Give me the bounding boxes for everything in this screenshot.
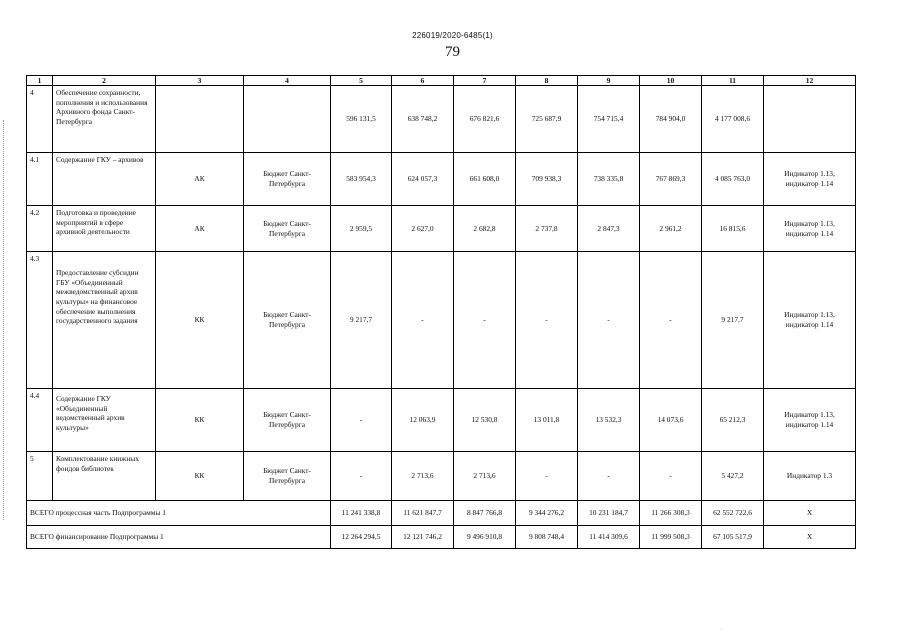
row-name-cell: Содержание ГКУ «Объединенный ведомственный архив культуры» (53, 389, 156, 452)
amount-cell: 13 011,8 (516, 389, 578, 452)
amount-cell: 14 073,6 (640, 389, 702, 452)
amount-cell: 9 217,7 (331, 252, 392, 389)
amount-cell: - (392, 252, 454, 389)
amount-cell: 2 847,3 (578, 206, 640, 252)
total-amount-cell: 11 621 847,7 (392, 501, 454, 526)
row-name-cell: Предоставление субсидии ГБУ «Объединенный межведомственный архив культуры» на финансовое обеспечение выполнения государственного задания (53, 252, 156, 389)
total-indicator-cell: X (764, 501, 856, 526)
indicator-cell: Индикатор 1.13, индикатор 1.14 (764, 153, 856, 206)
table-row (27, 452, 856, 501)
total-amount-cell: 67 105 517,9 (702, 526, 764, 549)
column-number-row (27, 76, 856, 86)
amount-cell: - (454, 252, 516, 389)
amount-total-cell: 16 815,6 (702, 206, 764, 252)
column-number-cell: 11 (702, 76, 764, 86)
page-number: 79 (445, 44, 460, 60)
column-number-cell: 6 (392, 76, 454, 86)
table-row (27, 153, 856, 206)
funding-source-cell: Бюджет Санкт-Петербурга (244, 206, 331, 252)
column-number-cell: 7 (454, 76, 516, 86)
total-indicator-cell: X (764, 526, 856, 549)
table-row (27, 389, 856, 452)
row-number-cell: 4.4 (27, 389, 53, 452)
total-label-cell: ВСЕГО финансирование Подпрограммы 1 (27, 526, 331, 549)
amount-cell: 661 608,0 (454, 153, 516, 206)
table-row (27, 252, 856, 389)
indicator-cell: Индикатор 1.13, индикатор 1.14 (764, 252, 856, 389)
column-number-cell: 12 (764, 76, 856, 86)
amount-cell: - (578, 252, 640, 389)
row-number-cell: 4.2 (27, 206, 53, 252)
total-row (27, 526, 856, 549)
amount-total-cell: 5 427,2 (702, 452, 764, 501)
amount-total-cell: 65 212,3 (702, 389, 764, 452)
row-number-cell: 4.3 (27, 252, 53, 389)
amount-cell: 676 821,6 (454, 86, 516, 153)
amount-cell: 2 959,5 (331, 206, 392, 252)
row-name-cell: Подготовка и проведение мероприятий в сфере архивной деятельности (53, 206, 156, 252)
funding-source-cell: Бюджет Санкт-Петербурга (244, 452, 331, 501)
column-number-cell: 3 (156, 76, 244, 86)
funding-source-cell: Бюджет Санкт-Петербурга (244, 252, 331, 389)
column-number-cell: 2 (53, 76, 156, 86)
amount-cell: - (640, 252, 702, 389)
funding-source-cell: Бюджет Санкт-Петербурга (244, 153, 331, 206)
amount-cell: 583 954,3 (331, 153, 392, 206)
amount-cell: 638 748,2 (392, 86, 454, 153)
amount-cell: 767 869,3 (640, 153, 702, 206)
row-name-cell: Комплектование книжных фондов библиотек (53, 452, 156, 501)
indicator-cell: Индикатор 1.13, индикатор 1.14 (764, 389, 856, 452)
total-amount-cell: 9 808 748,4 (516, 526, 578, 549)
row-number-cell: 4.1 (27, 153, 53, 206)
row-name-cell: Обеспечение сохранности, пополнения и использования Архивного фонда Санкт-Петербурга (53, 86, 156, 153)
amount-cell: 754 715,4 (578, 86, 640, 153)
row-number-cell: 5 (27, 452, 53, 501)
total-amount-cell: 11 999 508,3 (640, 526, 702, 549)
executor-code-cell: КК (156, 452, 244, 501)
amount-cell: 784 904,0 (640, 86, 702, 153)
indicator-cell (764, 86, 856, 153)
total-amount-cell: 12 264 294,5 (331, 526, 392, 549)
amount-cell: 709 938,3 (516, 153, 578, 206)
funding-source-cell (244, 86, 331, 153)
amount-cell: 13 532,3 (578, 389, 640, 452)
indicator-cell: Индикатор 1.3 (764, 452, 856, 501)
table-row (27, 86, 856, 153)
total-amount-cell: 9 496 910,8 (454, 526, 516, 549)
column-number-cell: 1 (27, 76, 53, 86)
amount-cell: - (640, 452, 702, 501)
column-number-cell: 5 (331, 76, 392, 86)
table-body (27, 76, 856, 549)
amount-total-cell: 4 085 763,0 (702, 153, 764, 206)
amount-cell: - (331, 452, 392, 501)
funding-source-cell: Бюджет Санкт-Петербурга (244, 389, 331, 452)
column-number-cell: 10 (640, 76, 702, 86)
executor-code-cell (156, 86, 244, 153)
executor-code-cell: КК (156, 252, 244, 389)
amount-cell: 738 335,8 (578, 153, 640, 206)
scan-mark: · (720, 627, 722, 633)
document-id: 226019/2020-6485(1) (412, 31, 493, 40)
budget-table (26, 75, 856, 549)
amount-cell: 12 063,9 (392, 389, 454, 452)
amount-cell: 2 627,0 (392, 206, 454, 252)
total-label-cell: ВСЕГО процессная часть Подпрограммы 1 (27, 501, 331, 526)
total-amount-cell: 9 344 276,2 (516, 501, 578, 526)
amount-cell: 12 530,8 (454, 389, 516, 452)
amount-total-cell: 4 177 008,6 (702, 86, 764, 153)
total-amount-cell: 11 266 308,3 (640, 501, 702, 526)
total-amount-cell: 8 847 766,8 (454, 501, 516, 526)
total-row (27, 501, 856, 526)
amount-cell: 2 682,8 (454, 206, 516, 252)
row-number-cell: 4 (27, 86, 53, 153)
amount-cell: 624 057,3 (392, 153, 454, 206)
column-number-cell: 9 (578, 76, 640, 86)
row-name-cell: Содержание ГКУ – архивов (53, 153, 156, 206)
table-row (27, 206, 856, 252)
amount-cell: 2 961,2 (640, 206, 702, 252)
executor-code-cell: АК (156, 206, 244, 252)
amount-cell: 2 737,8 (516, 206, 578, 252)
amount-cell: - (578, 452, 640, 501)
total-amount-cell: 12 121 746,2 (392, 526, 454, 549)
amount-cell: 2 713,6 (454, 452, 516, 501)
amount-cell: - (331, 389, 392, 452)
amount-cell: 596 131,5 (331, 86, 392, 153)
total-amount-cell: 62 552 722,6 (702, 501, 764, 526)
total-amount-cell: 10 231 184,7 (578, 501, 640, 526)
amount-cell: - (516, 252, 578, 389)
column-number-cell: 8 (516, 76, 578, 86)
executor-code-cell: КК (156, 389, 244, 452)
amount-cell: - (516, 452, 578, 501)
binding-margin-line (3, 120, 8, 520)
indicator-cell: Индикатор 1.13, индикатор 1.14 (764, 206, 856, 252)
amount-cell: 2 713,6 (392, 452, 454, 501)
amount-total-cell: 9 217,7 (702, 252, 764, 389)
total-amount-cell: 11 414 309,6 (578, 526, 640, 549)
total-amount-cell: 11 241 338,8 (331, 501, 392, 526)
column-number-cell: 4 (244, 76, 331, 86)
amount-cell: 725 687,9 (516, 86, 578, 153)
executor-code-cell: АК (156, 153, 244, 206)
